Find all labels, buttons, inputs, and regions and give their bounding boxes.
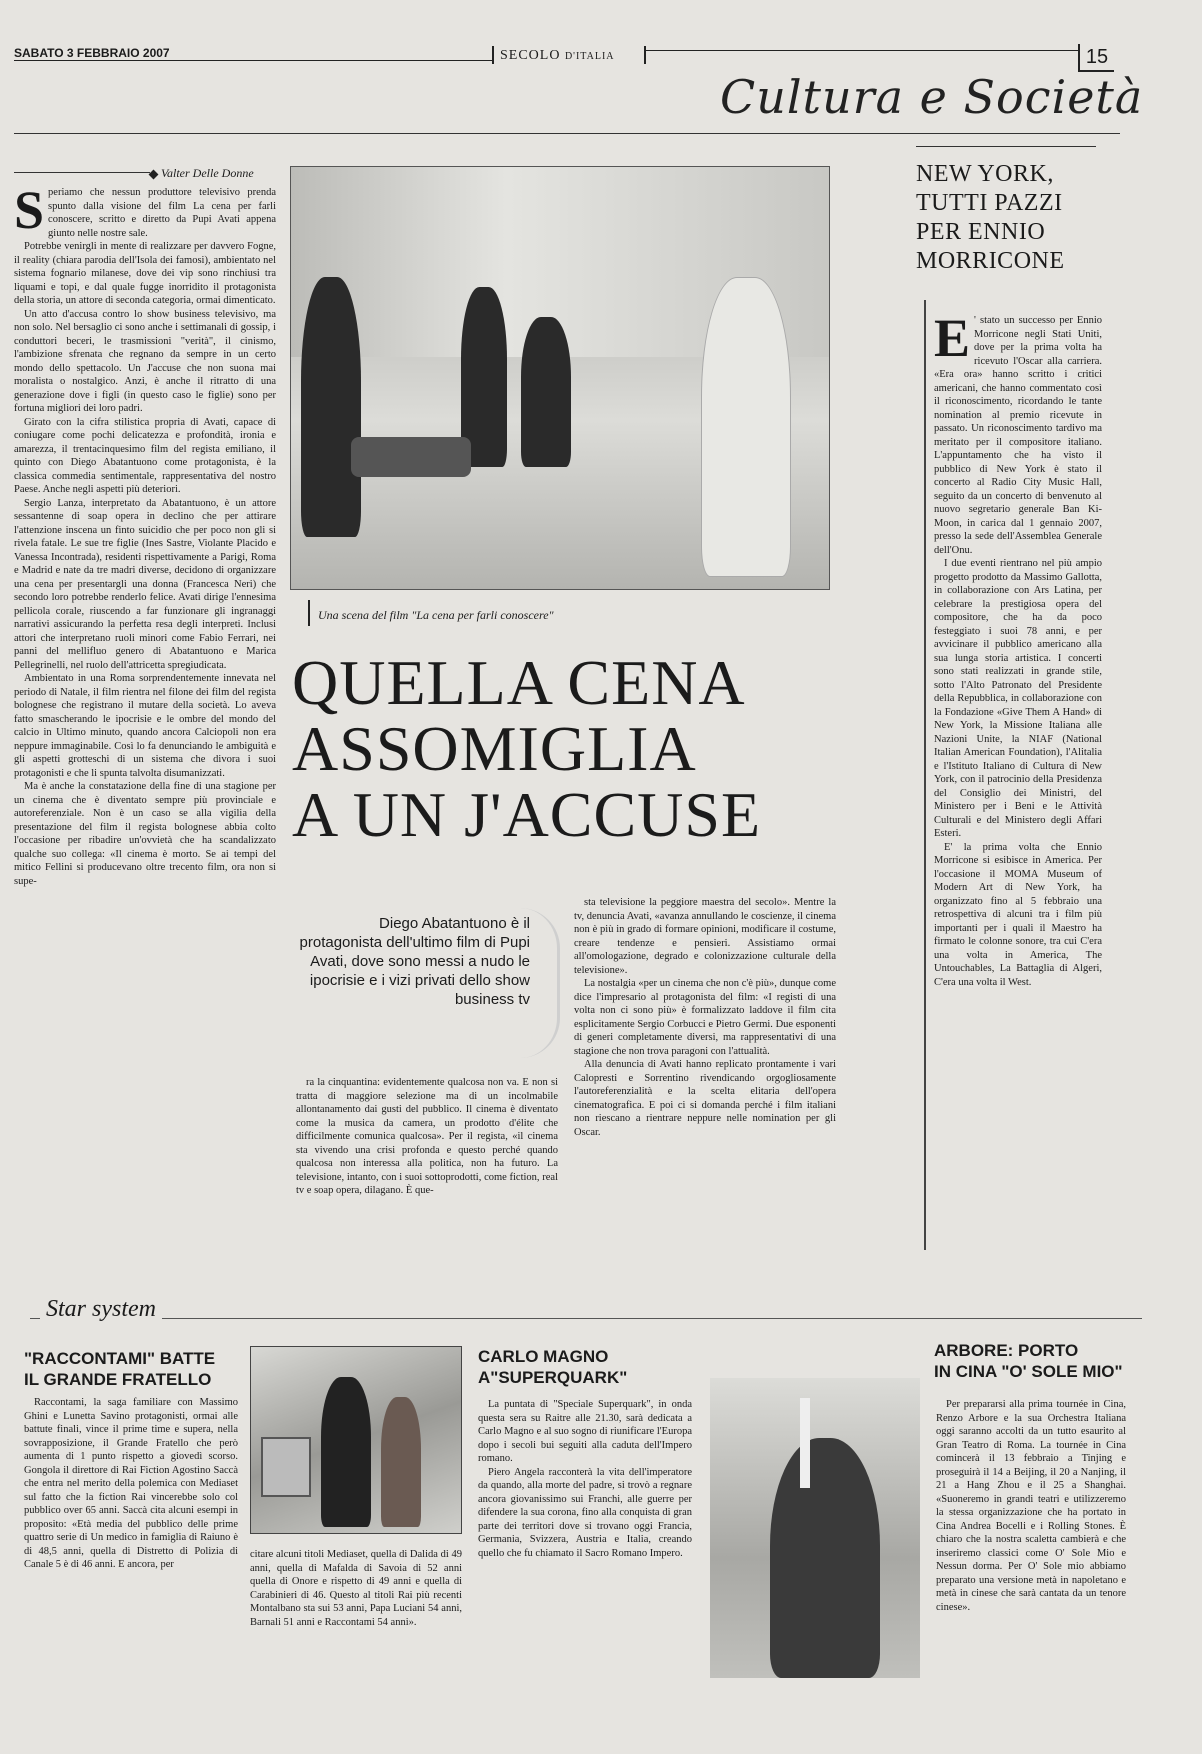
paragraph: sta televisione la peggiore maestra del secolo». Mentre la tv, denuncia Avati, «avanza annullando le coscienze, il cinema non è più in grado di formare opinioni, modificare il costume, creare tendenze e pensieri. Assistiamo ormai all'omologazione, degrado e colonizzazione culturale della televisione».: [574, 897, 836, 976]
paragraph: Ma è anche la constatazione della fine di una stagione per un cinema che è diventato sempre più provinciale e autoreferenziale. Non è un caso se alla vigilia della presentazione del film il regista bolognese abbia colto l'occasione per ribadire un'ovvietà che ha scandalizzato qualche suo collega: «Il cinema è morto. Se ai tempi del mitico Fellini si producevano oltre trecento film, ora non si supe-: [14, 781, 276, 887]
header-bottom-rule: [14, 133, 1120, 134]
paragraph: periamo che nessun produttore televisivo prenda spunto dalla visione del film La cena per farli conoscere, scritto e diretto da Pupi Avati appena giunto nelle nostre sale.: [48, 187, 276, 239]
paragraph: Alla denuncia di Avati hanno replicato prontamente i vari Calopresti e Sorrentino rivendicando orgogliosamente l'autoreferenzialità e la scelta elitaria dell'opera cinematografica. E poi ci si domanda perché i film italiani non riescano a rientrare neppure nelle nomination per gli Oscar.: [574, 1059, 836, 1138]
headline-line: A UN J'ACCUSE: [292, 779, 762, 850]
article-deck: Diego Abatantuono è il protagonista dell'ultimo film di Pupi Avati, dove sono messi a nudo le ipocrisie e i vizi privati dello show business tv: [299, 915, 530, 1008]
issue-date: SABATO 3 FEBBRAIO 2007: [14, 46, 170, 60]
headline-line: ASSOMIGLIA: [292, 713, 697, 784]
diamond-icon: [149, 169, 159, 179]
header-rule: [14, 60, 494, 61]
paragraph: ' stato un successo per Ennio Morricone negli Stati Uniti, dove per la prima volta ha ricevuto l'Oscar alla carriera. «Era ora» hanno scritto i critici americani, che hanno commentato così il riconoscimento, ricordando le tante nomination al premio ricevute in passato. Un riconoscimento tardivo ma meritato per il compositore italiano. L'appuntamento che ha visto il pubblico di New York è stato il concerto al Radio City Music Hall, seguito da un concerto di benvenuto al nuovo segretario generale Ban Ki-Moon, in carica dal 1 gennaio 2007, presso la sede dell'Assemblea Generale dell'Onu.: [934, 315, 1102, 556]
byline: Valter Delle Donne: [150, 166, 254, 181]
story-text: [478, 1398, 692, 1678]
film-scene-photo: [290, 166, 830, 590]
drop-cap: S: [14, 186, 45, 240]
sidebar-rule: [916, 146, 1096, 147]
paragraph: Potrebbe venirgli in mente di realizzare per davvero Fogne, il reality (chiara parodia dell'Isola dei famosi), ambientato nel sistema fognario milanese, dove dei vip sono rinchiusi tra liquami e topi, e dal quale fugge inorridito il protagonista della storia, un attore di seconda categoria, ormai dimenticato.: [14, 241, 276, 306]
paragraph: Ambientato in una Roma sorprendentemente innevata nel periodo di Natale, il film rientra nel filone dei film del regista bolognese che registrano il mutare della società. Lo aveva fatto smascherando le ipocrisie e le ombre del mondo del calcio in Ultimo minuto, quando ancora Calciopoli non era neppure immaginabile. Così lo fa denunciando le ambiguità e gli aspetti grotteschi di un sistema che divora i suoi protagonisti e che li spunta talvolta disumanizzati.: [14, 673, 276, 779]
story-title: ARBORE: PORTO IN CINA "O' SOLE MIO": [934, 1341, 1123, 1381]
article-column-2: [296, 1076, 558, 1246]
sidebar-title: NEW YORK, TUTTI PAZZI PER ENNIO MORRICONE: [916, 161, 1065, 274]
header-rule: [646, 50, 1078, 51]
paragraph: Girato con la cifra stilistica propria di Avati, capace di coniugare come pochi delicatezza e profondità, ironia e amarezza, il trentacinquesimo film del regista emiliano, il quinto con Diego Abatantuono come protagonista, è la classica commedia sentimentale, rappresentativa del nostro Paese. Anche negli aspetti più deteriori.: [14, 416, 276, 495]
article-column-1: [14, 186, 276, 1246]
raccontami-photo: [250, 1346, 462, 1534]
paragraph: Per prepararsi alla prima tournée in Cina, Renzo Arbore e la sua Orchestra Italiana oggi saranno accolti da un tutto esaurito al Gran Teatro di Roma. La tournée in Cina comincerà il 13 febbraio a Tinjing e proseguirà il 14 a Beijing, il 20 a Nanjing, il 21 a Hang Zhou e il 25 a Shanghai. «Suoneremo in grandi teatri e utilizzeremo la stessa organizzazione che ha portato in Cina Andrea Bocelli e i Rolling Stones. È chiaro che la nostra scaletta cambierà e che inseriremo classici come O' Sole Mio e Nessun dorma. Per O' Sole mio abbiamo preparato una versione metà in napoletano e metà in cinese che sarà cantata da un tenore cinese».: [936, 1399, 1126, 1613]
story-text: [24, 1396, 238, 1678]
paragraph: E' la prima volta che Ennio Morricone si esibisce in America. Per l'occasione il MOMA Museum of Modern Art di New York, ha organizzato fino al 5 febbraio una retrospettiva di alcuni tra i film più importanti per i quali il Maestro ha firmato le colonne sonore, tra cui C'era una volta in America, The Untouchables, La Battaglia di Algeri, C'era una volta il West.: [934, 841, 1102, 988]
paragraph: La puntata di "Speciale Superquark", in onda questa sera su Raitre alle 21.30, sarà dedicata a Carlo Magno e al suo sogno di riunificare l'Europa dopo i secoli bui seguiti alla caduta dell'Impero romano.: [478, 1399, 692, 1464]
paragraph: ra la cinquantina: evidentemente qualcosa non va. E non si tratta di maggiore selezione ma di un incolmabile allontanamento dai gusti del pubblico. Il cinema è diventato come la musica da camera, un prodotto d'élite che difficilmente comunica qualcosa». Per il regista, «il cinema sta vivendo una crisi profonda e questo perché quando qualcosa non interessa alla politica, non ha futuro. La televisione, intanto, con i suoi sottoprodotti, come fiction, real tv e soap opera, dilagano. È que-: [296, 1077, 558, 1196]
story-title: "RACCONTAMI" BATTE IL GRANDE FRATELLO: [24, 1349, 216, 1389]
headline-line: QUELLA CENA: [292, 647, 746, 718]
sidebar-text: [934, 314, 1102, 1244]
byline-rule: [14, 172, 150, 173]
section-title: Cultura e Società: [720, 70, 1144, 124]
page-number: 15: [1078, 44, 1114, 72]
paragraph: citare alcuni titoli Mediaset, quella di Dalida di 49 anni, quella di Mafalda di Savoia di 52 anni quella di Onore e rispetto di 49 anni e quella di Carabinieri di 46. Questo al titoli Rai più recenti Montalbano sta sui 53 anni, Papa Luciani 54 anni, Barnali 51 anni e Raccontami 54 anni».: [250, 1549, 462, 1628]
paragraph: Piero Angela racconterà la vita dell'imperatore da quando, alla morte del padre, si trovò a regnare ancora giovanissimo sui Franchi, alle guerre per difendere la sua corona, fino alla conquista di gran parte dei territori dove si trovano oggi Francia, Germania, Svizzera, Austria e Italia, creando quello che fu chiamato il Sacro Romano Impero.: [478, 1466, 692, 1559]
header-separator: [492, 46, 494, 64]
paragraph: Sergio Lanza, interpretato da Abatantuono, è un attore sessantenne di soap opera in declino che per attirare l'attenzione inscena un finto suicidio che per poco non gli si rivela fatale. Le sue tre figlie (Ines Sastre, Violante Placido e Vanessa Incontrada), residenti rispettivamente a Parigi, Roma e Madrid e nate da tre madri diverse, decidono di organizzare una cena per presentargli una donna (Francesca Neri) che secondo loro potrebbe renderlo felice. Avati dirige l'ennesima pellicola corale, riuscendo a far funzionare gli ingranaggi narrativi assicurando la perfetta resa degli interpreti. Inclusi attori che interpretano ruoli minori come Fabio Ferrari, nei panni del mellifluo genero di Abatantuono e Marica Pellegrinelli, nel ruolo dell'attricetta spregiudicata.: [14, 497, 276, 671]
headline: [292, 647, 852, 850]
drop-cap: E: [934, 314, 971, 368]
paragraph: Raccontami, la saga familiare con Massimo Ghini e Lunetta Savino protagonisti, ormai alle battute finali, vince il prime time e supera, nella sovrapposizione, il Grande Fratello che però aumenta di 1 punto rispetto a giovedì scorso. Gongola il direttore di Rai Fiction Agostino Saccà che entra nel merito della polemica con Mediaset sul fatto che la fiction Rai vincerebbe solo col pubblico over 65 anni. Saccà cita alcuni esempi in proposito: «Età media del pubblico delle prime quattro serie di Un medico in famiglia di Raiuno è di 48,5 anni, quella di Distretto di Polizia di Canale 5 è di 46 anni. E ancora, per: [24, 1397, 238, 1570]
story-text: [936, 1398, 1126, 1678]
sidebar-vertical-rule: [924, 300, 926, 1250]
newspaper-name: SECOLO D'ITALIA: [500, 48, 615, 63]
paragraph: Un atto d'accusa contro lo show business televisivo, ma non solo. Nel bersaglio ci sono anche i settimanali di gossip, i conduttori beceri, le trasmissioni "verità", il cinismo, l'ambizione sfrenata che regnano da sempre in un certo mondo dello spettacolo. Un J'accuse che non suona mai moralista o nostalgico. Anzi, è anche il ritratto di una generazione dove i figli (in questo caso le figlie) sono per fortuna migliori dei loro padri.: [14, 308, 276, 414]
story-title: CARLO MAGNO A"SUPERQUARK": [478, 1347, 628, 1387]
star-system-logo: Star system: [40, 1296, 162, 1323]
paragraph: I due eventi rientrano nel più ampio progetto prodotto da Massimo Gallotta, in collaborazione con Ars Latina, per celebrare la prestigiosa opera del compositore, che ha da poco festeggiato i suoi 78 anni, e per avvicinare il pubblico americano alla sua lunga storia artistica. I concerti sono stati realizzati in grande stile, sotto l'Alto Patronato del Presidente della Repubblica, in collaborazione con la Fondazione «Give Them A Hand» di New York, la Missione Italiana alle Nazioni Unite, la NIAF (National Italian American Foundation), l'Alitalia e l'Istituto Italiano di Cultura di New York, con il patrocinio della Presidenza del Consiglio dei Ministri, del Ministero per i Beni e le Attività Culturali e del Ministero degli Affari Esteri.: [934, 558, 1102, 839]
story-continuation: [250, 1548, 462, 1678]
paragraph: La nostalgia «per un cinema che non c'è più», dunque come dice l'impresario al protagonista del film: «I registi di una volta non ci sono più» è formalizzato laddove il film cita esplicitamente Sergio Corbucci e Pietro Germi. Due esponenti di generi completamente diversi, ma rappresentativi di una stagione che non trova paragoni con l'attualità.: [574, 978, 836, 1057]
star-system-rule: [30, 1318, 1142, 1319]
arbore-photo: [710, 1378, 920, 1678]
article-column-3: [574, 896, 836, 1246]
header-separator: [644, 46, 646, 64]
photo-caption: Una scena del film "La cena per farli conoscere": [318, 608, 554, 622]
caption-bar: [308, 600, 310, 626]
